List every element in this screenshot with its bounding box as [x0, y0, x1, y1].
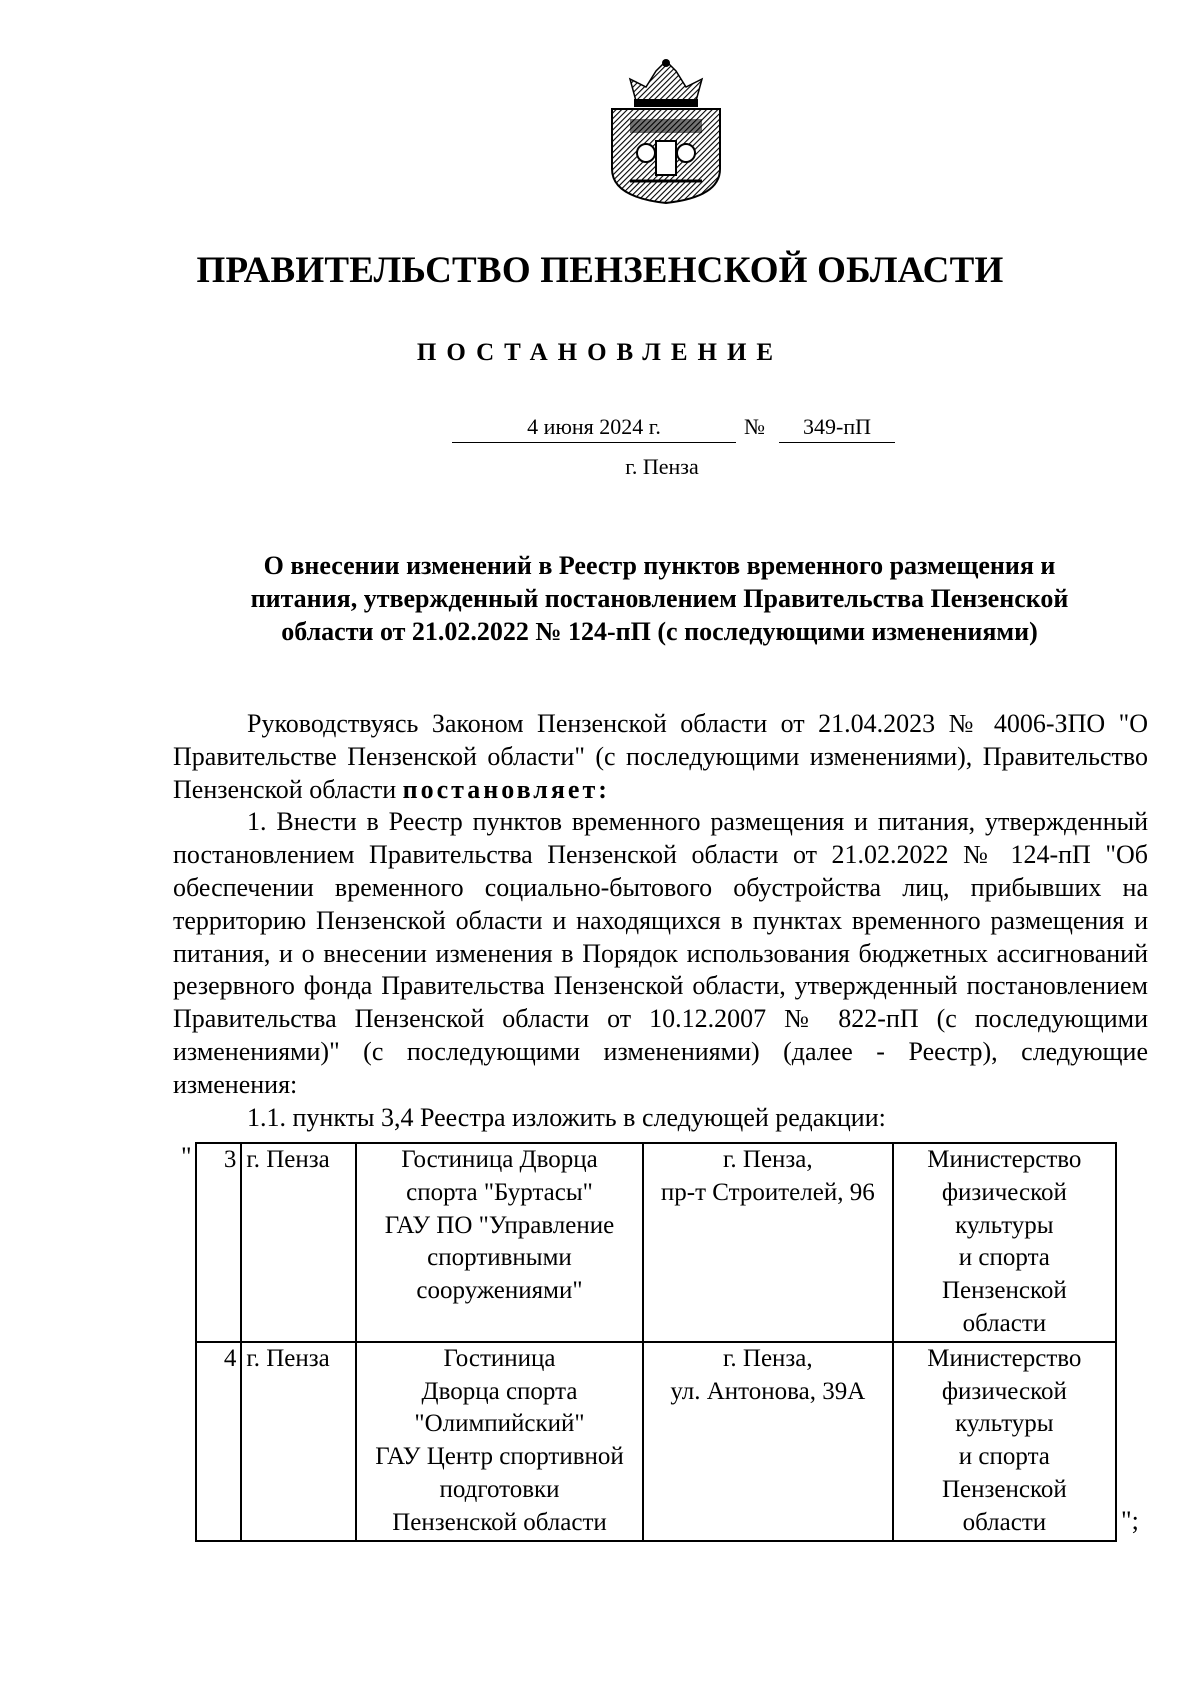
row-ministry: Министерство физической культуры и спорта Пензенской области: [893, 1342, 1116, 1541]
document-date: 4 июня 2024 г.: [452, 412, 736, 443]
row-city: г. Пенза: [241, 1342, 356, 1541]
row-facility-name: Гостиница Дворца спорта "Буртасы" ГАУ ПО "Управление спортивными сооружениями": [356, 1143, 643, 1342]
intro-text: Руководствуясь Законом Пензенской области от 21.04.2023 № 4006-ЗПО "О Правительстве Пензенской области" (с последующими изменениями), Правительство Пензенской области: [173, 709, 1148, 804]
document-city: г. Пенза: [625, 454, 699, 479]
row-number: 3: [196, 1143, 241, 1342]
row-ministry: Министерство физической культуры и спорта Пензенской области: [893, 1143, 1116, 1342]
table-close-quote: ";: [1121, 1506, 1139, 1535]
registry-table: [195, 1142, 1117, 1542]
table-row: [196, 1342, 1116, 1541]
item-1-paragraph: 1. Внести в Реестр пунктов временного размещения и питания, утвержденный постановлением Правительства Пензенской области от 21.02.2022 № 124-пП "Об обеспечении временного социально-бытового обустройства лиц, прибывших на территорию Пензенской области и находящихся в пунктах временного размещения и питания, и о внесении изменения в Порядок использования бюджетных ассигнований резервного фонда Правительства Пензенской области, утвержденный постановлением Правительства Пензенской области от 10.12.2007 № 822-пП (с последующими изменениями)" (с последующими изменениями) (далее - Реестр), следующие изменения:: [173, 807, 1148, 1099]
intro-paragraph: [173, 708, 1148, 806]
document-body: [173, 708, 1148, 1134]
table-row: [196, 1143, 1116, 1342]
number-sign: №: [744, 414, 765, 439]
row-number: 4: [196, 1342, 241, 1541]
row-city: г. Пенза: [241, 1143, 356, 1342]
organization-title: ПРАВИТЕЛЬСТВО ПЕНЗЕНСКОЙ ОБЛАСТИ: [196, 250, 1004, 291]
coat-of-arms-icon: [600, 57, 732, 207]
row-facility-name: Гостиница Дворца спорта "Олимпийский" ГАУ Центр спортивной подготовки Пензенской области: [356, 1342, 643, 1541]
table-open-quote: ": [181, 1142, 192, 1171]
row-address: г. Пенза, пр-т Строителей, 96: [643, 1143, 893, 1342]
item-1-1-paragraph: 1.1. пункты 3,4 Реестра изложить в следующей редакции:: [247, 1102, 886, 1132]
document-type: ПОСТАНОВЛЕНИЕ: [416, 339, 784, 366]
row-address: г. Пенза, ул. Антонова, 39А: [643, 1342, 893, 1541]
document-subject: О внесении изменений в Реестр пунктов временного размещения и питания, утвержденный постановлением Правительства Пензенской области от 21.02.2022 № 124-пП (с последующими изменениями): [250, 551, 1069, 646]
decree-word: постановляет:: [402, 774, 610, 804]
document-number: 349-пП: [779, 412, 895, 443]
